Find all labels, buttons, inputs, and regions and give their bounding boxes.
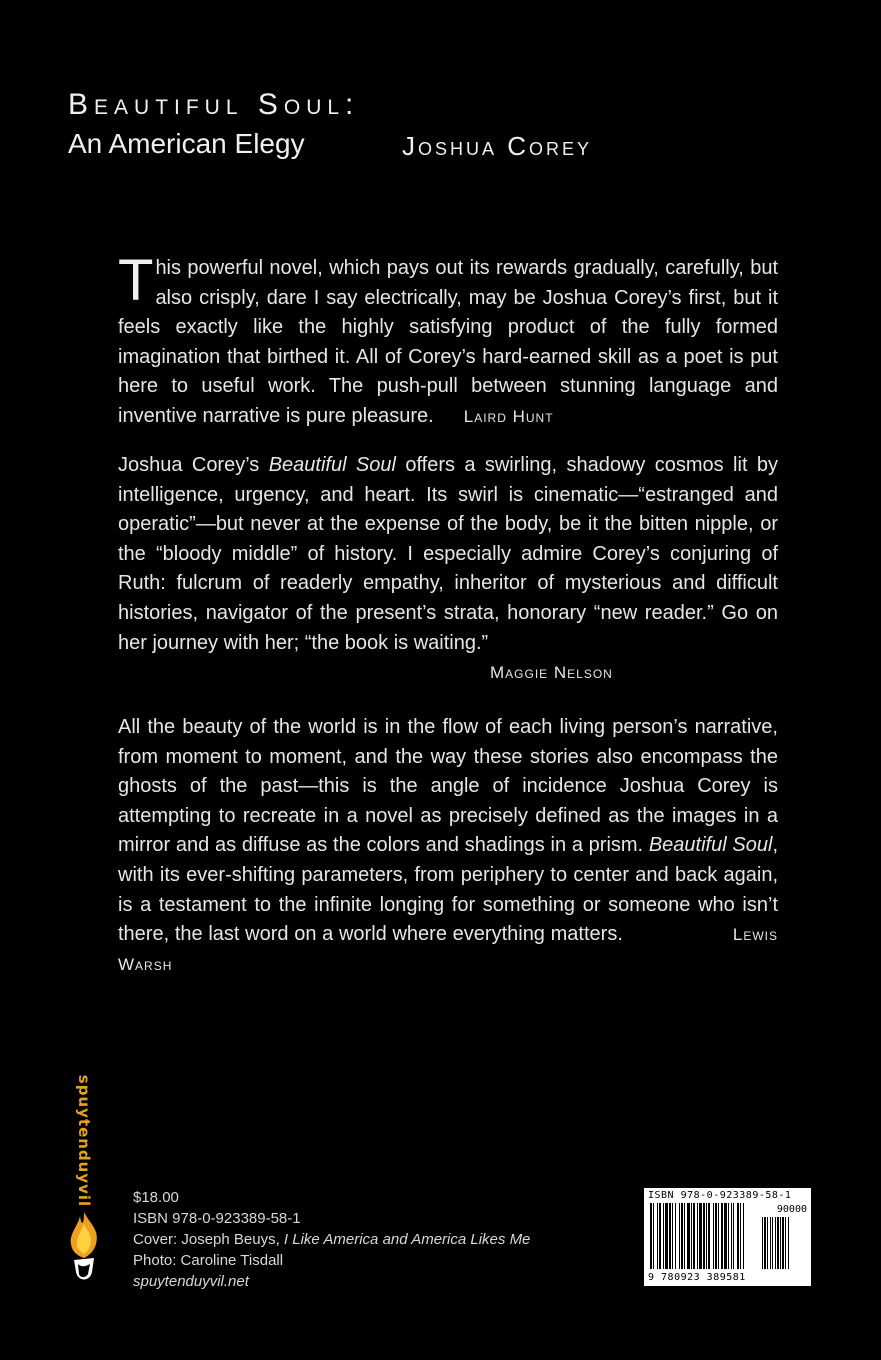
barcode-addon-bar (770, 1217, 771, 1269)
barcode-bar (659, 1203, 661, 1269)
barcode-price-code: 90000 (776, 1204, 807, 1215)
barcode-bar (687, 1203, 690, 1269)
blurb-italic-title: Beautiful Soul (268, 454, 396, 476)
blurb-text-before: All the beauty of the world is in the flow of each living person’s narrative, from moment to moment, and the way these stories also encompass the ghosts of the past—this is the angle of incidence Joshua Corey is attempting to recreate in a novel as precisely defined as the images in a mirror and as diffuse as the colors and shadings in a prism. (118, 716, 778, 857)
cover-title: I Like America and America Likes Me (283, 1231, 531, 1248)
barcode-bar (740, 1203, 741, 1269)
barcode-addon-bar (764, 1217, 766, 1269)
barcode-addon-bar (780, 1217, 781, 1269)
cover-credit: Cover: Joseph Beuys, I Like America and America Likes Me (133, 1231, 531, 1248)
barcode-bar (697, 1203, 698, 1269)
barcode-bar (681, 1203, 683, 1269)
barcode-bar (721, 1203, 723, 1269)
dropcap: T (118, 248, 154, 313)
barcode-bar (657, 1203, 658, 1269)
barcode-bar (663, 1203, 664, 1269)
blurb-attribution: Lewis Warsh (118, 925, 778, 974)
author-name: Joshua Corey (402, 131, 593, 161)
barcode (644, 1188, 811, 1286)
barcode-addon-bar (767, 1217, 768, 1269)
blurb-text-before: Joshua Corey’s (118, 454, 269, 476)
barcode-bar (743, 1203, 744, 1269)
barcode-bar (699, 1203, 702, 1269)
title-block (68, 86, 359, 164)
barcode-addon-bar (762, 1217, 763, 1269)
publisher-website[interactable]: spuytenduyvil.net (133, 1273, 249, 1290)
flame-icon (66, 1210, 102, 1288)
blurb-attribution: Laird Hunt (463, 406, 554, 426)
blurb-italic-title: Beautiful Soul (648, 834, 773, 857)
barcode-bar (691, 1203, 692, 1269)
book-subtitle: An American Elegy (68, 128, 305, 159)
book-title: Beautiful Soul: (68, 88, 360, 121)
barcode-addon-bar (777, 1217, 779, 1269)
barcode-digits: 9 780923 389581 (648, 1272, 746, 1283)
barcode-bar (669, 1203, 671, 1269)
blurb-attribution: Maggie Nelson (490, 663, 613, 683)
barcode-addon-bar (785, 1217, 786, 1269)
barcode-bar (650, 1203, 652, 1269)
blurb-laird-hunt (118, 248, 778, 432)
barcode-addon-bar (775, 1217, 776, 1269)
barcode-bar (731, 1203, 732, 1269)
barcode-bar (733, 1203, 734, 1269)
book-info (133, 1187, 530, 1292)
blurb-text-after: offers a swirling, shadowy cosmos lit by intelligence, urgency, and heart. Its swirl is cinematic—“estranged and operatic”—but never at the expense of the body, be it the bitten nipple, or the “bloody middle” of history. I especially admire Corey’s conjuring of Ruth: fulcrum of readerly empathy, inheritor of mysterious and difficult histories, navigator of the present’s strata, honorary “new reader.” Go on her journey with her; “the book is waiting.” (118, 454, 779, 654)
blurb-text-after: , with its ever-shifting parameters, from periphery to center and back again, is a testament to the infinite longing for something or someone who isn’t there, the last word on a world where everything matters. (118, 834, 778, 946)
blurb-text: his powerful novel, which pays out its rewards gradually, carefully, but also crisply, dare I say electrically, may be Joshua Corey’s first, but it feels exactly like the highly satisfying product of the fully formed imagination that birthed it. All of Corey’s hard-earned skill as a poet is put here to useful work. The push-pull between stunning language and inventive narrative is pure pleasure. (118, 257, 778, 427)
barcode-addon-bar (788, 1217, 789, 1269)
barcode-addon-bar (772, 1217, 773, 1269)
blurb-maggie-nelson (118, 451, 778, 688)
barcode-bar (693, 1203, 695, 1269)
barcode-bar (715, 1203, 717, 1269)
barcode-bar (724, 1203, 727, 1269)
barcode-addon-bar (782, 1217, 784, 1269)
barcode-bar (672, 1203, 673, 1269)
publisher-name: spuytenduyvil (75, 1074, 93, 1208)
barcode-bar (737, 1203, 739, 1269)
barcode-bars (650, 1203, 805, 1271)
barcode-bar (665, 1203, 668, 1269)
barcode-bar (728, 1203, 729, 1269)
barcode-isbn: ISBN 978-0-923389-58-1 (648, 1190, 792, 1201)
barcode-bar (653, 1203, 654, 1269)
publisher-vertical-name (74, 1066, 94, 1216)
barcode-bar (703, 1203, 705, 1269)
barcode-bar (675, 1203, 676, 1269)
blurb-lewis-warsh (118, 713, 778, 979)
barcode-bar (679, 1203, 680, 1269)
barcode-bar (718, 1203, 719, 1269)
barcode-bar (708, 1203, 710, 1269)
barcode-bar (706, 1203, 707, 1269)
barcode-bar (713, 1203, 714, 1269)
photo-credit: Photo: Caroline Tisdall (133, 1252, 284, 1269)
barcode-bar (684, 1203, 685, 1269)
isbn: ISBN 978-0-923389-58-1 (133, 1210, 301, 1227)
price: $18.00 (133, 1189, 179, 1206)
